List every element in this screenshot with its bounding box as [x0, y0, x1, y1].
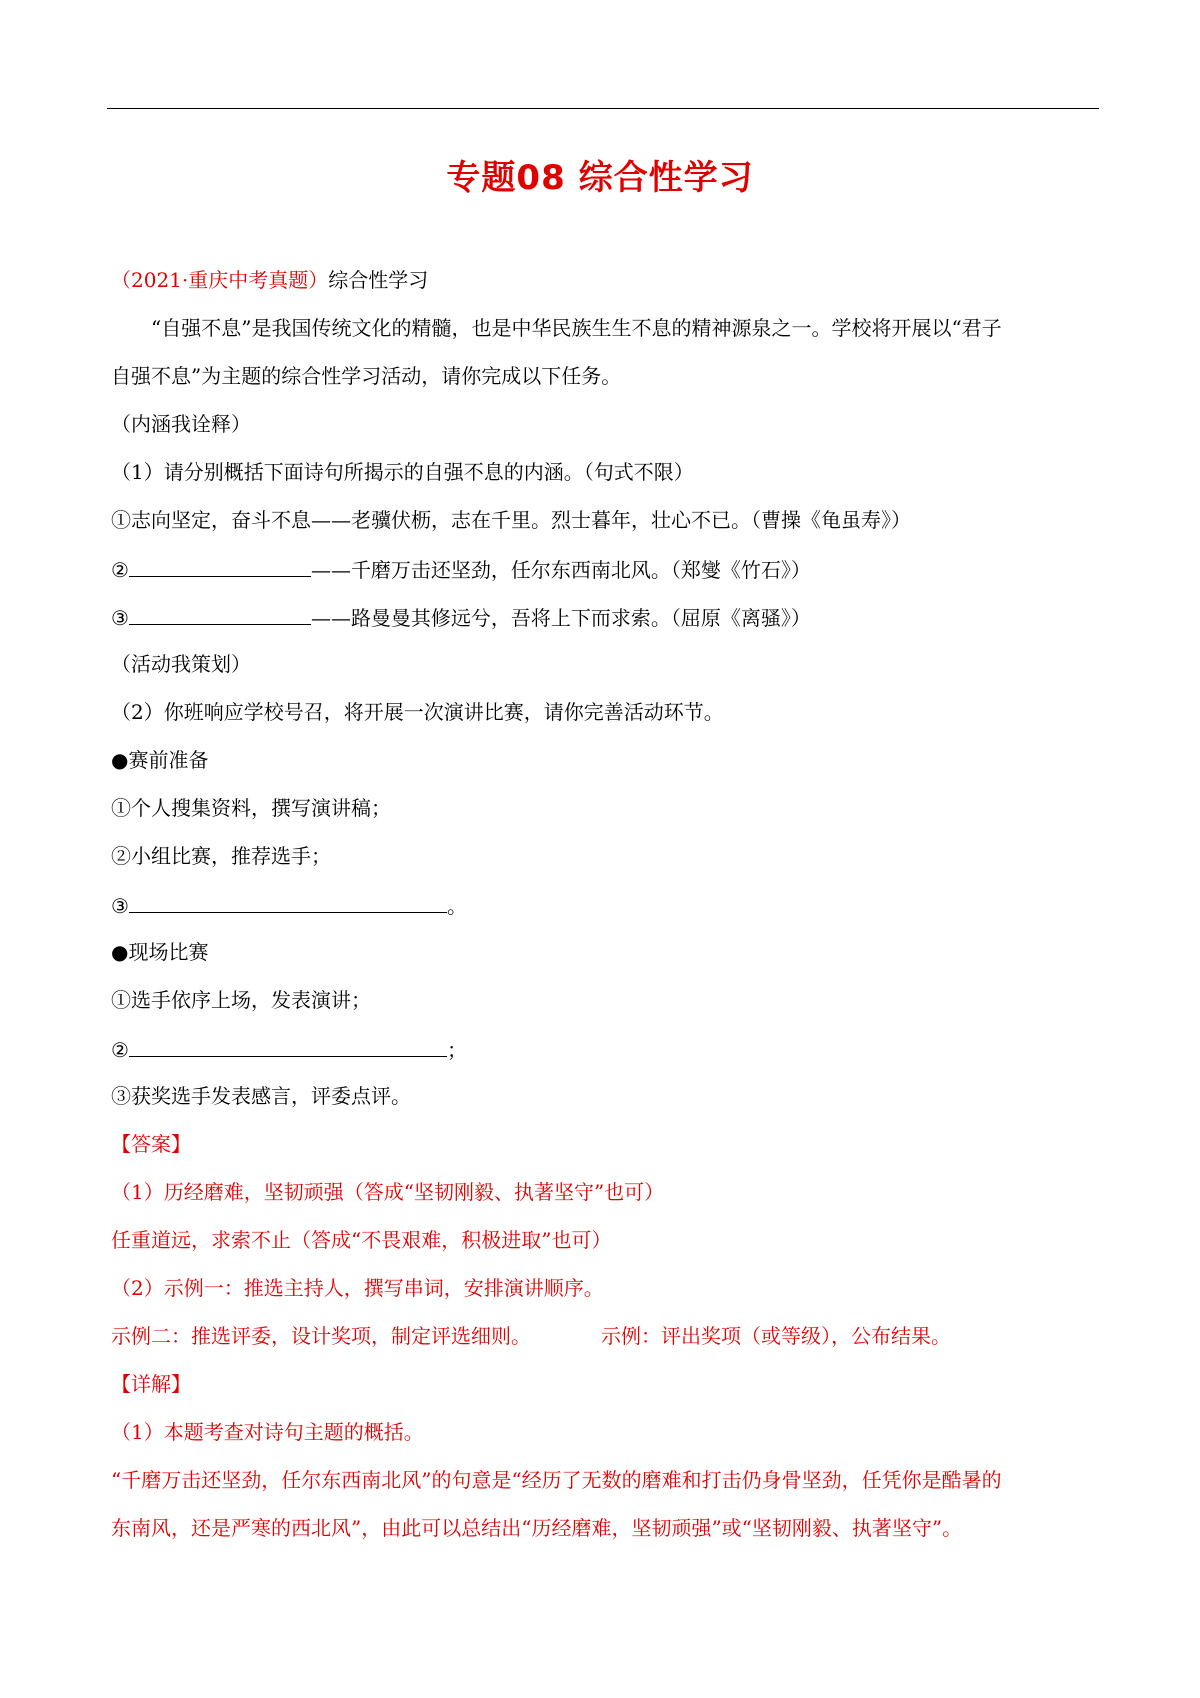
- question-2: （2）你班响应学校号召，将开展一次演讲比赛，请你完善活动环节。: [111, 700, 724, 724]
- live-item-2-number: ②: [111, 1038, 129, 1062]
- answer-2b-part-1: 示例二：推选评委，设计奖项，制定评选细则。: [111, 1324, 531, 1348]
- answer-label: 【答案】: [111, 1132, 191, 1156]
- explain-2: “千磨万击还坚劲，任尔东西南北风”的句意是“经历了无数的磨难和打击仍身骨坚劲，任凭你是酷暑的: [111, 1468, 1002, 1492]
- question-heading: 综合性学习: [328, 268, 429, 292]
- question-source-line: [111, 266, 1101, 294]
- q1-item-2-blank: [129, 554, 311, 577]
- live-item-2: [111, 1034, 1101, 1064]
- q1-item-3-number: ③: [111, 606, 129, 630]
- answer-2b: [111, 1322, 1101, 1350]
- explain-label: 【详解】: [111, 1372, 191, 1396]
- page-title: 专题08 综合性学习: [446, 158, 754, 198]
- section-heading-1: （内涵我诠释）: [111, 412, 251, 436]
- live-item-1: ①选手依序上场，发表演讲；: [111, 988, 371, 1012]
- live-item-3: ③获奖选手发表感言，评委点评。: [111, 1084, 411, 1108]
- prep-item-1: ①个人搜集资料，撰写演讲稿；: [111, 796, 391, 820]
- q1-item-3-blank: [129, 602, 311, 625]
- answer-2b-part-2: 示例：评出奖项（或等级），公布结果。: [601, 1324, 951, 1348]
- prep-item-3-number: ③: [111, 894, 129, 918]
- q1-item-2-number: ②: [111, 558, 129, 582]
- question-source: （2021·重庆中考真题）: [111, 268, 329, 292]
- explain-3: 东南风，还是严寒的西北风”，由此可以总结出“历经磨难，坚韧顽强”或“坚韧刚毅、执著坚守”。: [111, 1516, 963, 1540]
- answer-1b: 任重道远，求索不止（答成“不畏艰难，积极进取”也可）: [111, 1228, 612, 1252]
- q1-item-2: [111, 554, 1101, 584]
- q1-item-1: ①志向坚定，奋斗不息——老骥伏枥，志在千里。烈士暮年，壮心不已。（曹操《龟虽寿》）: [111, 508, 911, 532]
- prep-item-2: ②小组比赛，推荐选手；: [111, 844, 331, 868]
- question-1: （1）请分别概括下面诗句所揭示的自强不息的内涵。（句式不限）: [111, 460, 694, 484]
- answer-1: （1）历经磨难，坚韧顽强（答成“坚韧刚毅、执著坚守”也可）: [111, 1180, 665, 1204]
- explain-1: （1）本题考查对诗句主题的概括。: [111, 1420, 424, 1444]
- prep-heading: ●赛前准备: [111, 748, 209, 772]
- answer-2: （2）示例一：推选主持人，撰写串词，安排演讲顺序。: [111, 1276, 604, 1300]
- q1-item-2-text: ——千磨万击还坚劲，任尔东西南北风。（郑燮《竹石》）: [310, 558, 811, 582]
- header-rule: [107, 108, 1099, 109]
- live-item-2-end: ；: [446, 1038, 467, 1062]
- intro-line-2: 自强不息”为主题的综合性学习活动，请你完成以下任务。: [111, 364, 622, 388]
- q1-item-3: [111, 602, 1101, 632]
- live-item-2-blank: [129, 1034, 447, 1057]
- prep-item-3-blank: [129, 890, 447, 913]
- prep-item-3: [111, 890, 1101, 920]
- prep-item-3-end: 。: [446, 894, 467, 918]
- section-heading-2: （活动我策划）: [111, 652, 251, 676]
- live-heading: ●现场比赛: [111, 940, 209, 964]
- q1-item-3-text: ——路曼曼其修远兮，吾将上下而求索。（屈原《离骚》）: [310, 606, 811, 630]
- intro-line-1: “自强不息”是我国传统文化的精髓，也是中华民族生生不息的精神源泉之一。学校将开展以“君子: [151, 316, 1002, 340]
